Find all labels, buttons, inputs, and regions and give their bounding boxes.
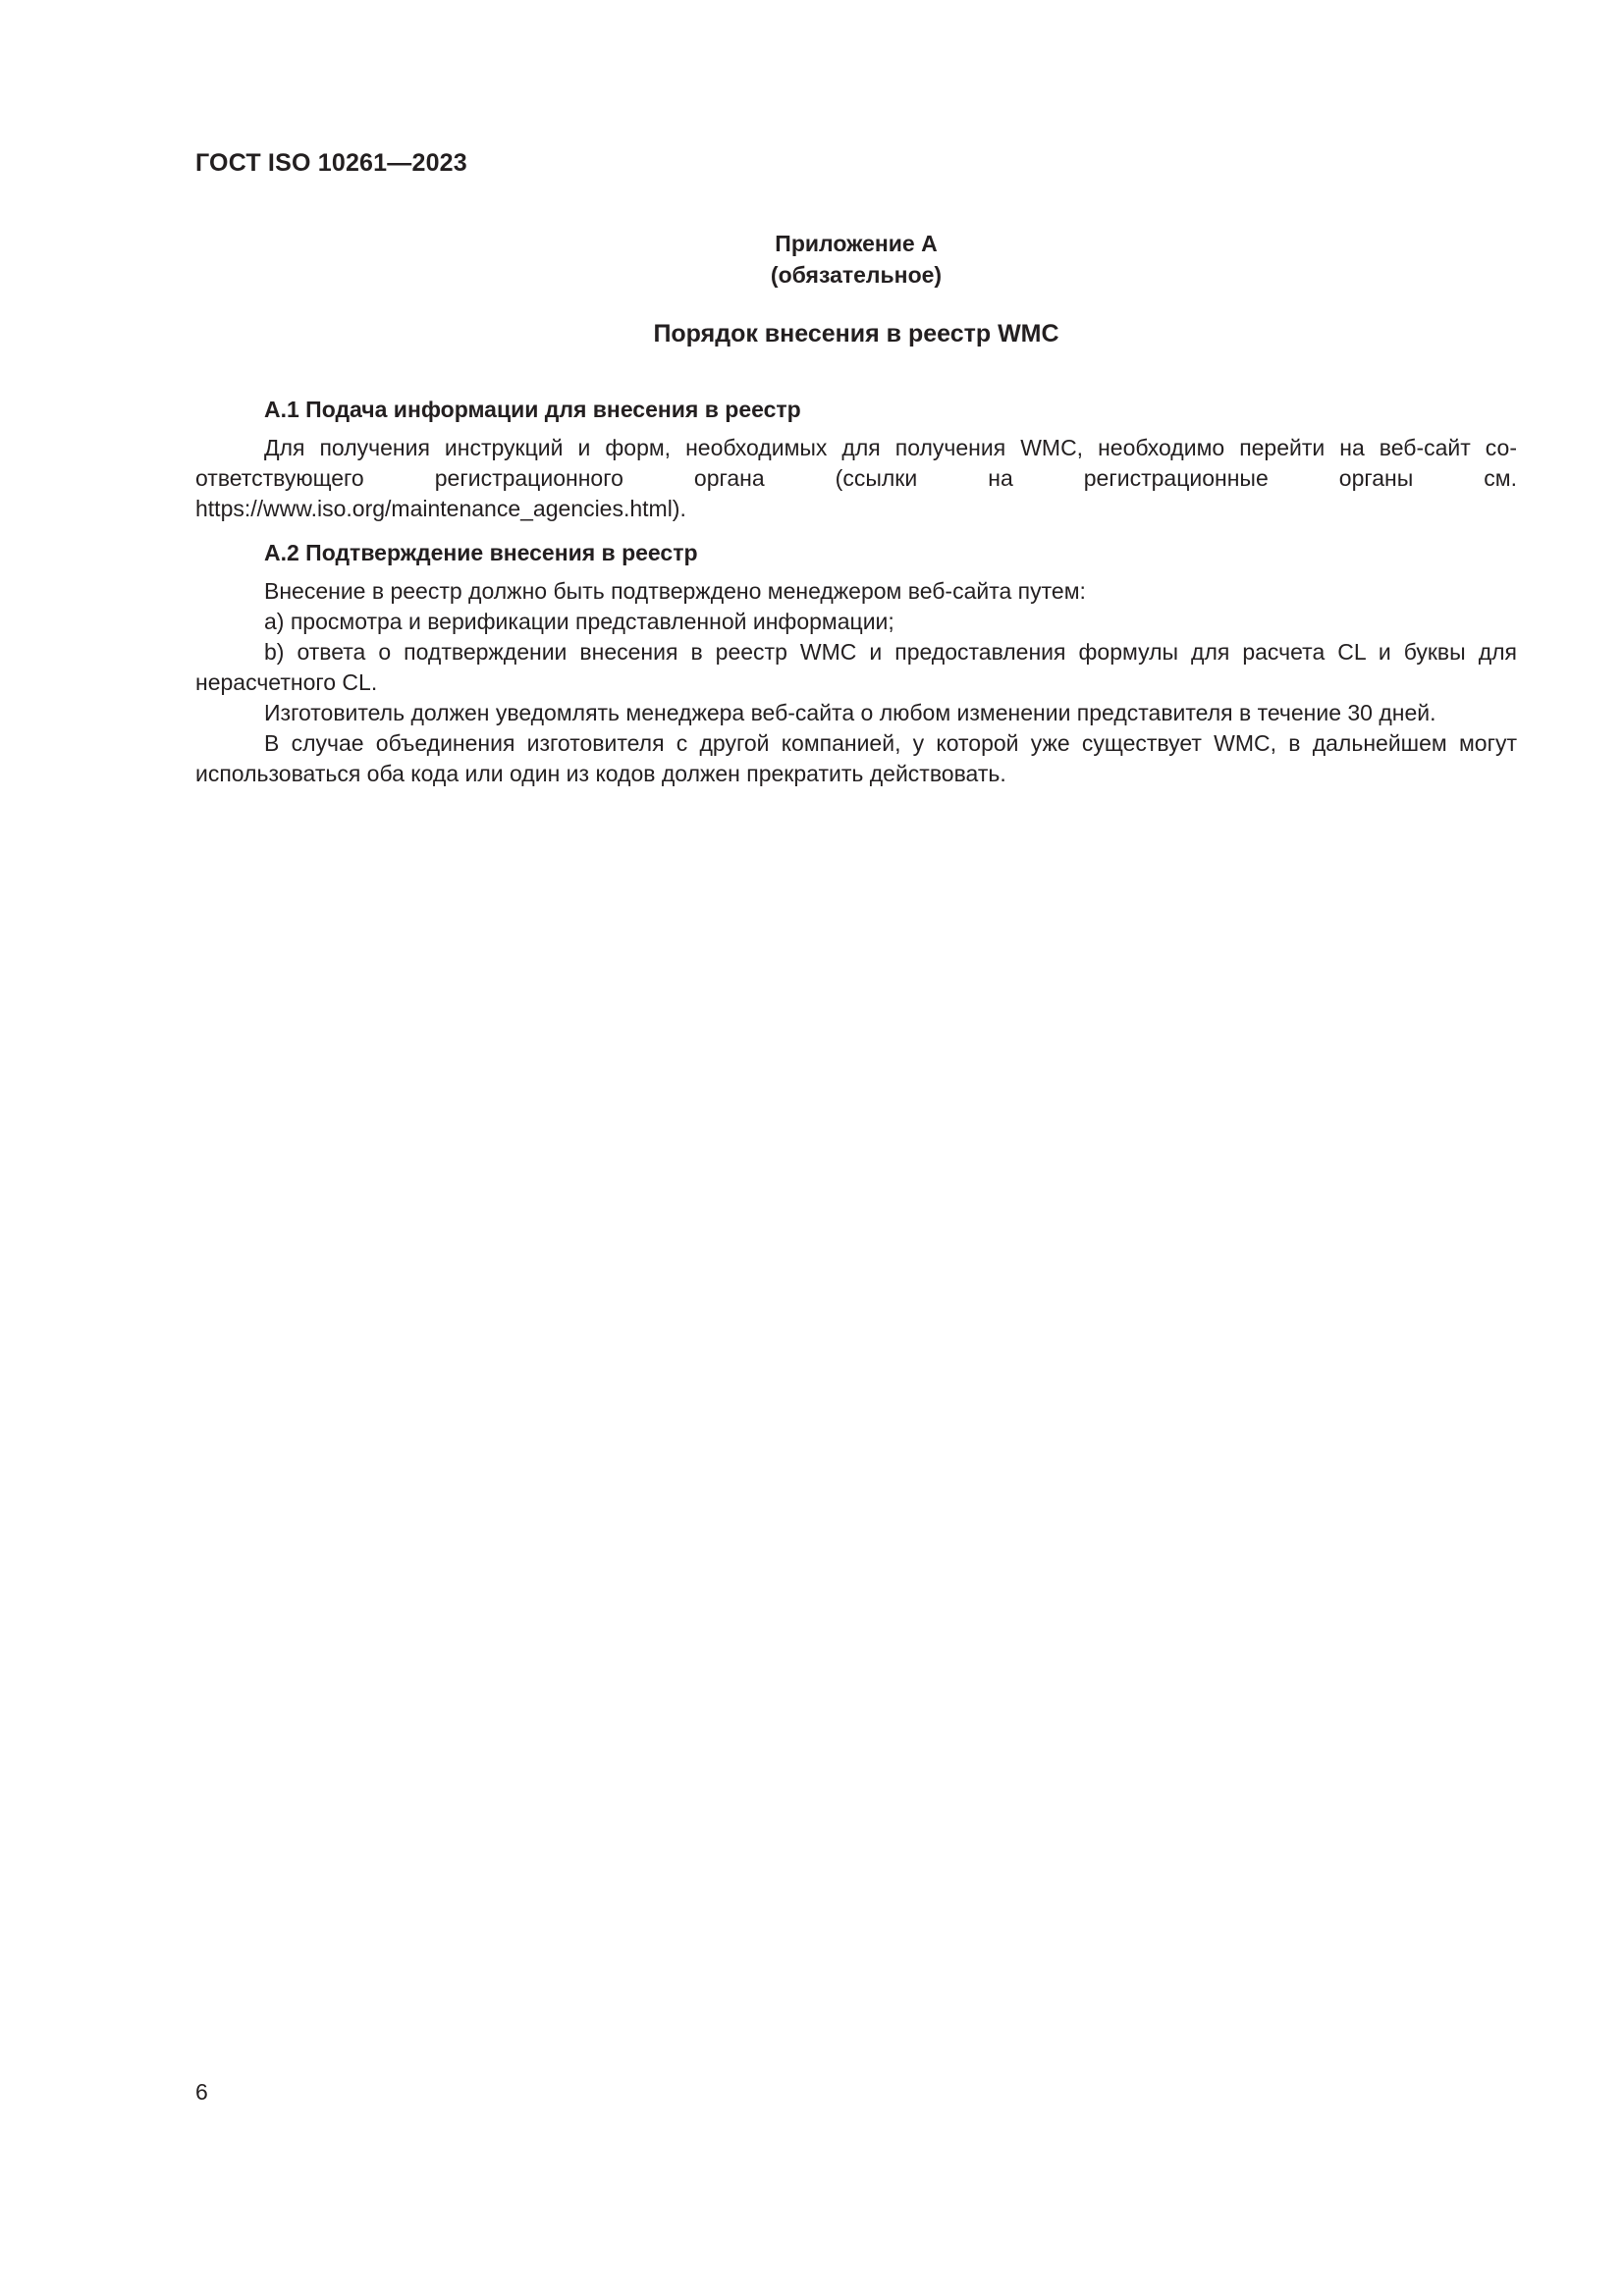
annex-title: Приложение А	[775, 231, 938, 256]
list-item: b) ответа о подтверждении внесения в реестр WMC и предоставления формулы для расчета CL и буквы для нерасчетного CL.	[195, 639, 1517, 695]
document-standard-id: ГОСТ ISO 10261—2023	[195, 149, 467, 177]
section-a2	[195, 538, 1517, 789]
paragraph: Для получения инструкций и форм, необходимых для получения WMC, необходимо перейти на веб-сайт со-ответствующего регистрационного органа (ссылки на регистрационные органы см. https://www.iso.org/maintenance_agencies.html).	[195, 435, 1517, 521]
section-heading: А.2 Подтверждение внесения в реестр	[264, 540, 698, 565]
paragraph: Изготовитель должен уведомлять менеджера веб-сайта о любом изменении представителя в течение 30 дней.	[264, 700, 1436, 725]
paragraph: В случае объединения изготовителя с другой компанией, у которой уже существует WMC, в дальнейшем могут использоваться оба кода или один из кодов должен прекратить действовать.	[195, 730, 1517, 786]
list-item: a) просмотра и верификации представленной информации;	[264, 609, 894, 634]
annex-title-block	[0, 228, 1624, 291]
section-a1	[195, 395, 1517, 524]
document-body	[195, 395, 1517, 803]
section-heading: А.1 Подача информации для внесения в реестр	[264, 397, 801, 422]
annex-heading: Порядок внесения в реестр WMC	[653, 320, 1059, 347]
paragraph-intro: Внесение в реестр должно быть подтверждено менеджером веб-сайта путем:	[264, 578, 1086, 604]
annex-status: (обязательное)	[770, 262, 943, 288]
page-number: 6	[195, 2079, 208, 2105]
